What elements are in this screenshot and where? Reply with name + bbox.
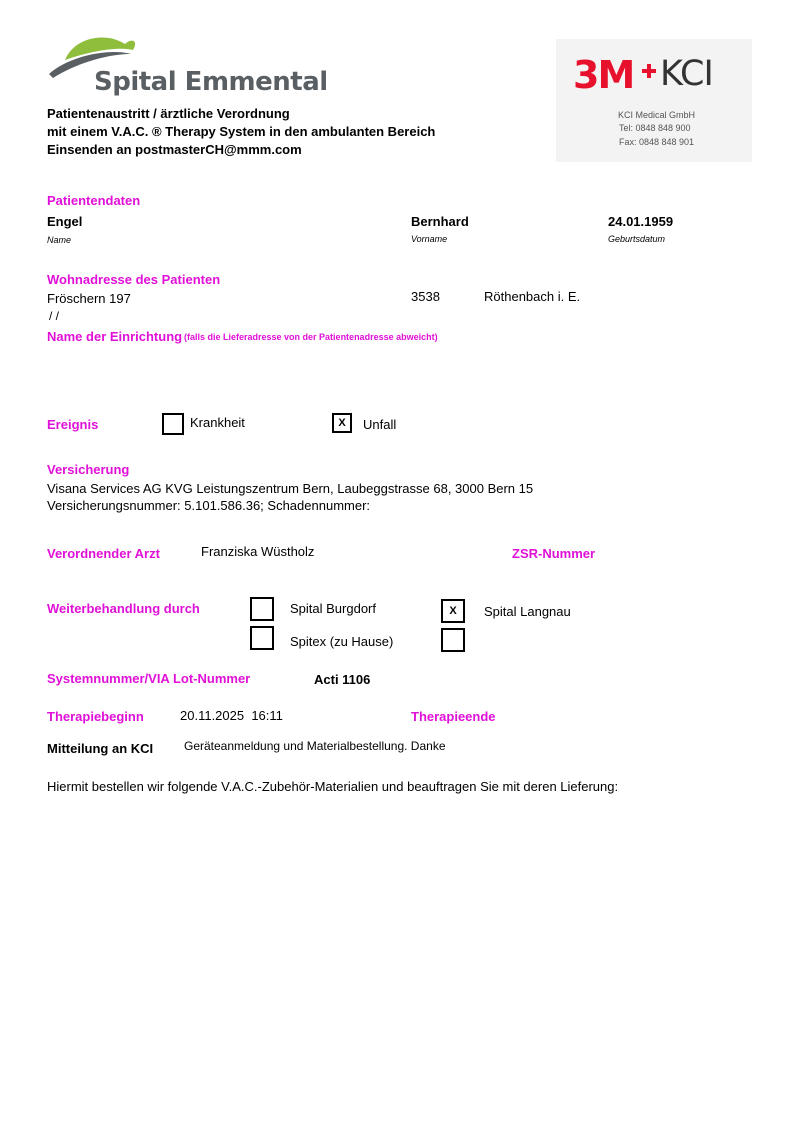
header-line-1: Patientenaustritt / ärztliche Verordnung	[47, 106, 290, 121]
checkbox-spital-burgdorf[interactable]	[250, 597, 274, 621]
checkbox-spitex[interactable]	[250, 626, 274, 650]
patient-section-label: Patientendaten	[47, 193, 141, 208]
doctor-label: Verordnender Arzt	[47, 546, 160, 561]
partner-company: KCI Medical GmbH	[618, 110, 696, 120]
insurance-line-1: Visana Services AG KVG Leistungszentrum Bern, Laubeggstrasse 68, 3000 Bern 15	[47, 481, 534, 496]
spitex-label: Spitex (zu Hause)	[290, 634, 394, 649]
brand-3m-logo: 3M	[573, 53, 634, 97]
followup-label: Weiterbehandlung durch	[47, 601, 200, 616]
checkbox-krankheit[interactable]	[162, 413, 184, 435]
address-zip: 3538	[411, 289, 440, 304]
patient-last-name: Engel	[47, 214, 83, 229]
spital-langnau-label: Spital Langnau	[484, 604, 571, 619]
checkbox-blank[interactable]	[441, 628, 465, 652]
plus-cross-icon	[642, 64, 656, 78]
first-name-caption: Vorname	[411, 234, 448, 244]
address-section-label: Wohnadresse des Patienten	[47, 272, 221, 287]
message-text: Geräteanmeldung und Materialbestellung. Danke	[184, 739, 446, 753]
event-label: Ereignis	[47, 417, 99, 432]
institution-label: Name der Einrichtung	[47, 329, 183, 344]
birth-date-caption: Geburtsdatum	[608, 234, 666, 244]
therapy-end-label: Therapieende	[411, 709, 496, 724]
header-line-2: mit einem V.A.C. ® Therapy System in den ambulanten Bereich	[47, 124, 436, 139]
system-label: Systemnummer/VIA Lot-Nummer	[47, 671, 251, 686]
last-name-caption: Name	[47, 235, 72, 245]
checkbox-spital-langnau[interactable]: X	[441, 599, 465, 623]
header-line-3: Einsenden an postmasterCH@mmm.com	[47, 142, 302, 157]
zsr-label: ZSR-Nummer	[512, 546, 596, 561]
checkbox-unfall[interactable]: X	[332, 413, 352, 433]
address-city: Röthenbach i. E.	[484, 289, 581, 304]
partner-logo-block	[556, 39, 752, 162]
address-street: Fröschern 197	[47, 291, 131, 306]
partner-tel: Tel: 0848 848 900	[619, 123, 691, 133]
doctor-name: Franziska Wüstholz	[201, 544, 315, 559]
message-label: Mitteilung an KCI	[47, 741, 154, 756]
system-value: Acti 1106	[314, 672, 371, 687]
therapy-start-label: Therapiebeginn	[47, 709, 144, 724]
krankheit-label: Krankheit	[190, 415, 245, 430]
therapy-start-value: 20.11.2025 16:11	[180, 708, 283, 723]
address-extra: / /	[49, 309, 60, 323]
patient-birth-date: 24.01.1959	[608, 214, 674, 229]
logo-text: Spital Emmental	[94, 67, 328, 97]
insurance-line-2: Versicherungsnummer: 5.101.586.36; Schadennummer:	[47, 498, 371, 513]
patient-first-name: Bernhard	[411, 214, 469, 229]
spital-emmental-logo	[47, 30, 328, 102]
unfall-label: Unfall	[363, 417, 397, 432]
spital-burgdorf-label: Spital Burgdorf	[290, 601, 376, 616]
order-statement: Hiermit bestellen wir folgende V.A.C.-Zubehör-Materialien und beauftragen Sie mit deren Lieferung:	[47, 779, 619, 794]
institution-note: (falls die Lieferadresse von der Patientenadresse abweicht)	[184, 332, 438, 342]
partner-fax: Fax: 0848 848 901	[619, 137, 695, 147]
brand-kci-logo: KCI	[660, 54, 713, 94]
insurance-label: Versicherung	[47, 462, 130, 477]
